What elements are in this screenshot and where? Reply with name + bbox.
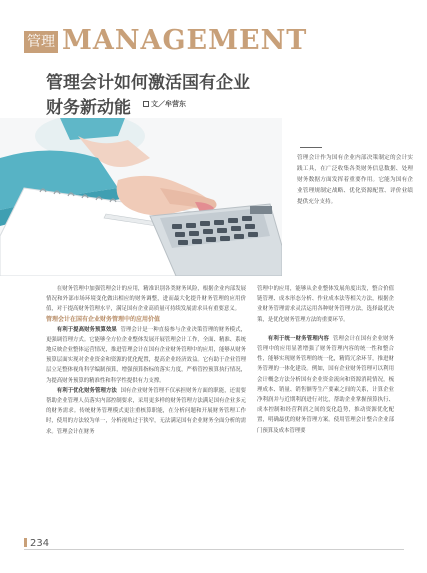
body-paragraph bbox=[46, 386, 246, 437]
body-paragraph: 管理中的应用，能够从企业整体发展角度出发，整合价值链管理、成本形态分析、作业成本法等相关方法，根据企业财务管理需求灵活运用各种财务管理方法，选择最优决策，是优化财务管理方法的重要环节。 bbox=[257, 286, 394, 323]
article-title-line-1: 管理会计如何激活国有企业 bbox=[46, 73, 250, 93]
section-tag: 管理 bbox=[24, 31, 58, 53]
section-title: MANAGEMENT bbox=[62, 25, 308, 56]
author-byline bbox=[143, 99, 186, 109]
paragraph-text: 国有企业财务管理不仅承担财务方面的职能，还需要帮助企业管理人员落实内部控制要求，采用更多样的财务管理方法满足国有企业多元的财务需求。传统财务管理模式更注重核算职能，在分析问题和开展财务管理工作时，使用的方法较为单一，分析视角过于狭窄，无法满足国有企业财务全面分析的需求。管理会计在财务 bbox=[46, 387, 246, 435]
article-summary: 管理会计作为国有企业内部决策制定的会计实践工具，在广泛收集各类财务信息数据、处理财务数据方面发挥着重要作用。它能为国有企业管理规制定战略、优化资源配置、评价业绩提供充分支持。 bbox=[297, 155, 413, 205]
body-paragraph: 在财务管理中加强管理会计的应用，精准识别各类财务风险，根据企业内部发展情况和外部市场环境变化做出相应的财务调整，进而最大化提升财务管理的应用价值，对于提高财务管理水平，满足国有企业高质量可持续发展需求具有重要意义。 bbox=[46, 286, 246, 313]
paragraph-text: 管理会计是一种直接参与企业决策管理的财务模式，更强调管理方式。它能够全方位企业整体发展开展管理会计工作，全面、精准、系统地反映企业整体运营情况，推进管理会计在国有企业财务管理中的应用，能够从财务预算层面实现对企业资金和资源的优化配置，提高企业经济效益。它有助于企业管理层立足整体视角科学编制预算，增强预算指标的落实力度，严格管控预算执行情况，为提高财务预算的精准性和科学性提供有力支撑。 bbox=[46, 326, 246, 384]
body-column-left bbox=[46, 284, 246, 437]
section-subheading: 管理会计在国有企业财务管理中的应用价值 bbox=[46, 315, 161, 323]
body-column-right bbox=[257, 284, 394, 436]
paragraph-text: 管理会计在国有企业财务管理中的应用显著增强了财务管理内容的统一性和整合性，能够实现财务管理的统一化，精简冗余环节，推进财务管理的一体化建设。例如，国有企业财务管理可以利用会计概念方法分析国有企业资金流向和资源消耗情况，梳理成本、销量、销售额等生产要素之间的关系，计算企业净利润并与近期利润进行对比，帮助企业掌握预算执行、成本控制和经营利润之间的变化趋势，推动资源优化配置，明确最优的财务管理方案。使用管理会计整合企业部门预算及成本管理要 bbox=[257, 335, 394, 434]
paragraph-lead: 有利于优化财务管理方法 bbox=[56, 387, 117, 394]
aside-divider bbox=[300, 147, 322, 148]
folio-mark bbox=[24, 538, 27, 547]
byline-square-icon bbox=[143, 101, 149, 107]
section-header bbox=[0, 0, 427, 62]
article-title-line-2: 财务新动能 bbox=[46, 98, 131, 118]
author-text: 文／牟营东 bbox=[151, 100, 186, 108]
hero-photo bbox=[0, 118, 282, 276]
page-number-text: 234 bbox=[30, 538, 50, 549]
paragraph-lead: 有利于统一财务管理内容 bbox=[267, 335, 330, 342]
footer-divider bbox=[24, 549, 404, 550]
paragraph-lead: 有利于提高财务预算效果 bbox=[56, 326, 117, 333]
body-paragraph bbox=[257, 334, 394, 436]
hand-calculator-illustration bbox=[0, 118, 282, 276]
body-paragraph bbox=[46, 325, 246, 386]
article-title bbox=[46, 71, 286, 121]
page-number bbox=[24, 538, 49, 549]
